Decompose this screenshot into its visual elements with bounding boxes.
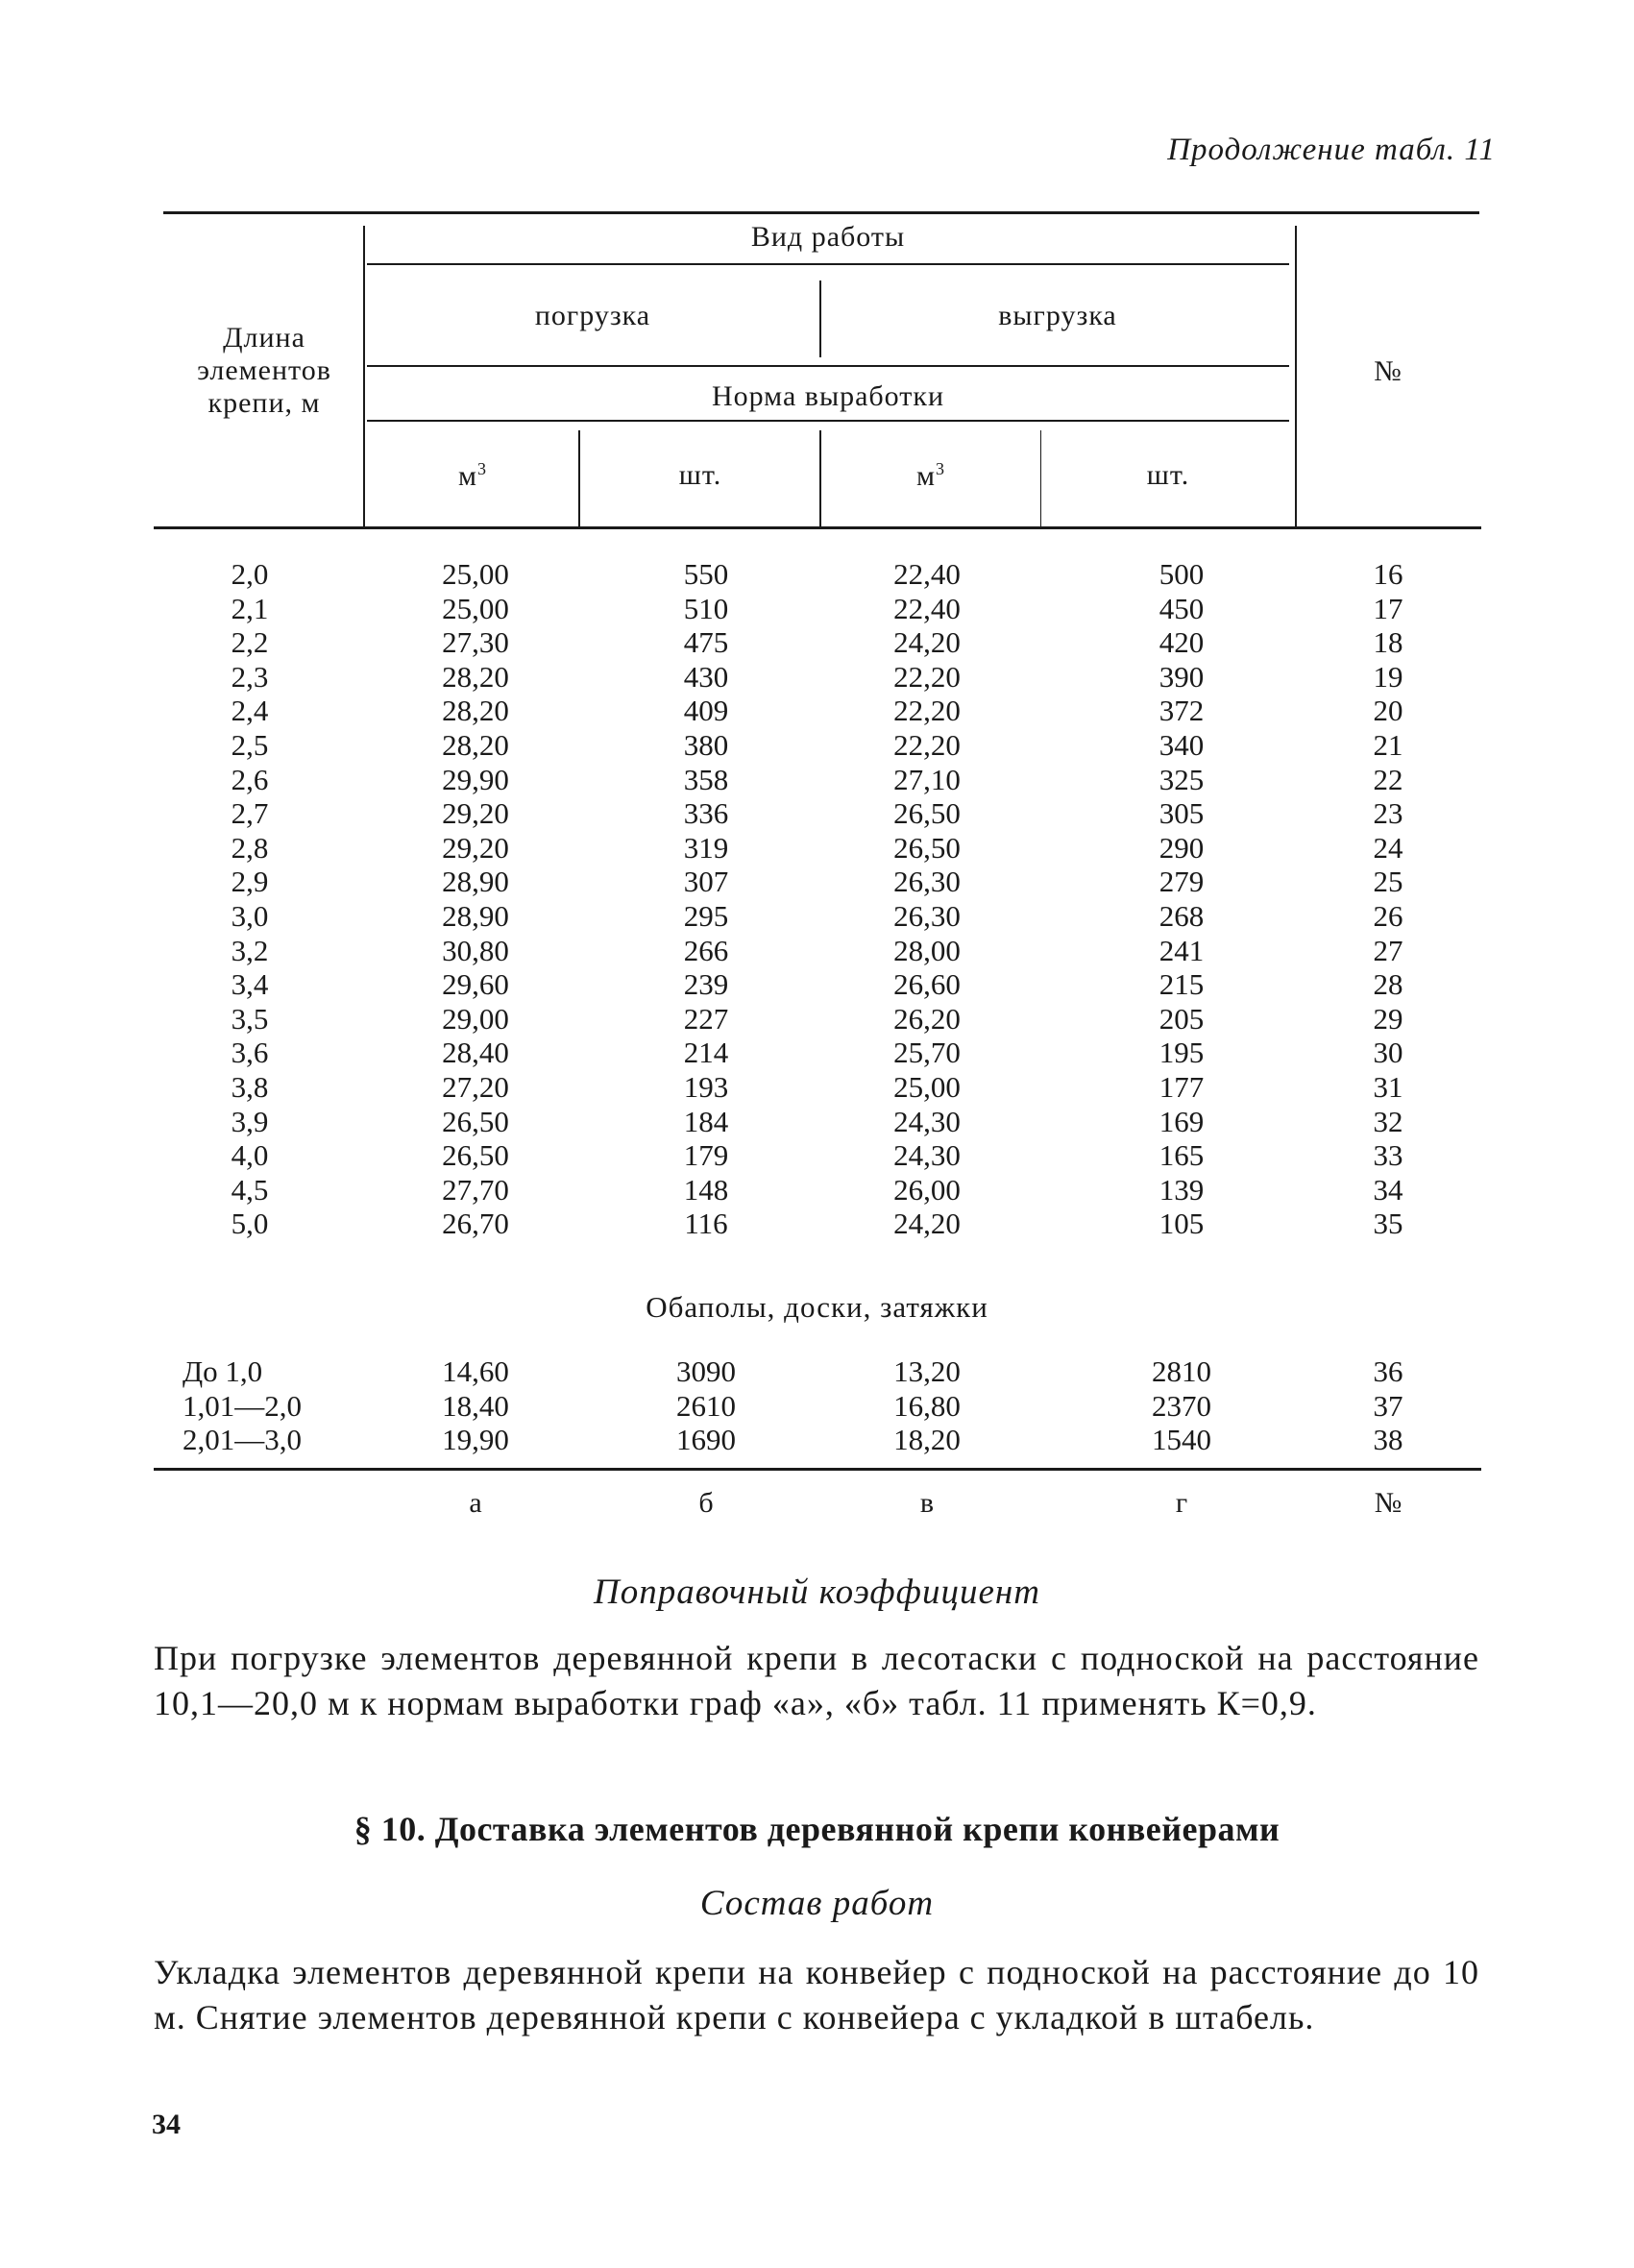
column-number-cell: 16 <box>1373 557 1403 591</box>
header-norm: Норма выработки <box>711 380 945 412</box>
column-length-cell: 2,6 <box>231 762 269 796</box>
column-unload-pcs-cell: 372 <box>1158 694 1205 728</box>
column-number-cell: 22 <box>1373 762 1403 796</box>
column-unload-m3-cell: 26,50 <box>893 830 961 865</box>
column-load-m3-cell: 29,20 <box>442 796 509 831</box>
column-load-pcs <box>644 557 768 1241</box>
column-load-pcs-cell: 307 <box>683 865 729 899</box>
header-work-type: Вид работы <box>750 221 906 253</box>
column-load-pcs-cell: 295 <box>683 898 729 933</box>
column-unload-m3-cell: 26,50 <box>893 796 961 831</box>
column-unload-m3-cell: 22,20 <box>893 659 961 694</box>
column-load-pcs-cell: 148 <box>683 1172 729 1207</box>
column-load-pcs-cell: 116 <box>684 1207 728 1241</box>
column-load-m3-cell: 28,20 <box>442 694 509 728</box>
header-load-m3: $м^3$ <box>458 459 487 492</box>
table-bottom-rule <box>154 1468 1481 1471</box>
sub-column-length-cell: 2,01—3,0 <box>183 1423 302 1457</box>
column-length-cell: 5,0 <box>231 1207 269 1241</box>
column-load-pcs-cell: 179 <box>683 1138 729 1173</box>
column-length-cell: 2,7 <box>231 796 269 831</box>
column-unload-pcs-cell: 500 <box>1158 557 1205 591</box>
column-unload-pcs-cell: 139 <box>1158 1172 1205 1207</box>
sub-column-load-pcs-cell: 1690 <box>676 1423 736 1457</box>
sub-column-load-pcs-cell: 2610 <box>676 1388 736 1423</box>
column-unload-m3-cell: 24,30 <box>893 1104 961 1138</box>
table-section-caption: Обаполы, доски, затяжки <box>646 1290 988 1324</box>
sub-column-unload-pcs <box>1124 1354 1239 1457</box>
column-unload-pcs-cell: 279 <box>1158 865 1205 899</box>
header-length: Длина элементов крепи, м <box>197 322 331 419</box>
column-load-m3-cell: 29,00 <box>442 1001 509 1036</box>
column-length-cell: 3,5 <box>231 1001 269 1036</box>
column-number-cell: 17 <box>1373 591 1403 625</box>
rule-under-operations <box>367 365 1289 367</box>
vrule-operations <box>819 280 821 357</box>
column-length-cell: 2,4 <box>231 694 269 728</box>
column-length-cell: 2,3 <box>231 659 269 694</box>
rule-under-norm <box>367 420 1289 422</box>
column-unload-m3-cell: 25,00 <box>893 1069 961 1104</box>
column-number-cell: 30 <box>1373 1036 1403 1070</box>
sub-column-unload-m3-cell: 13,20 <box>893 1354 961 1388</box>
header-number: № <box>1374 355 1402 387</box>
sub-column-number <box>1345 1354 1431 1457</box>
column-number-cell: 25 <box>1373 865 1403 899</box>
table-header-bottom-rule <box>154 526 1481 529</box>
correction-text: При погрузке элементов деревянной крепи в лесотаски с подноской на расстояние 10,1—20,0 м к нормам выработки граф «а», «б» табл. 11 применять К=0,9. <box>154 1639 1479 1722</box>
column-number-cell: 21 <box>1373 727 1403 762</box>
column-unload-pcs-cell: 268 <box>1158 898 1205 933</box>
section-subtitle: Состав работ <box>699 1884 935 1923</box>
column-load-m3-cell: 26,50 <box>442 1138 509 1173</box>
header-loading: погрузка <box>534 300 651 331</box>
column-number-cell: 35 <box>1373 1207 1403 1241</box>
column-load-m3-cell: 26,50 <box>442 1104 509 1138</box>
column-unload-pcs-cell: 177 <box>1158 1069 1205 1104</box>
column-number-cell: 27 <box>1373 933 1403 967</box>
column-load-pcs-cell: 380 <box>683 727 729 762</box>
column-unload-m3-cell: 22,20 <box>893 727 961 762</box>
graph-label-a: а <box>469 1487 482 1519</box>
column-load-m3-cell: 28,90 <box>442 898 509 933</box>
column-number-cell: 24 <box>1373 830 1403 865</box>
column-load-pcs-cell: 358 <box>683 762 729 796</box>
header-unload-pcs: шт. <box>1146 459 1190 491</box>
column-unload-pcs-cell: 325 <box>1158 762 1205 796</box>
sub-column-length-cell: 1,01—2,0 <box>183 1388 302 1423</box>
column-unload-pcs-cell: 305 <box>1158 796 1205 831</box>
column-load-pcs-cell: 475 <box>683 625 729 660</box>
column-unload-m3-cell: 24,20 <box>893 1207 961 1241</box>
header-unloading: выгрузка <box>998 300 1117 331</box>
column-unload-m3 <box>855 557 999 1241</box>
column-length-cell: 3,6 <box>231 1036 269 1070</box>
column-unload-pcs-cell: 169 <box>1158 1104 1205 1138</box>
column-number-cell: 32 <box>1373 1104 1403 1138</box>
column-unload-pcs <box>1124 557 1239 1241</box>
column-length-cell: 3,4 <box>231 967 269 1002</box>
sub-column-unload-pcs-cell: 2370 <box>1152 1388 1211 1423</box>
sub-column-length <box>183 1354 355 1457</box>
column-number-cell: 20 <box>1373 694 1403 728</box>
column-unload-pcs-cell: 195 <box>1158 1036 1205 1070</box>
column-unload-m3-cell: 25,70 <box>893 1036 961 1070</box>
graph-label-number: № <box>1374 1487 1402 1519</box>
column-number-cell: 31 <box>1373 1069 1403 1104</box>
column-load-m3-cell: 29,90 <box>442 762 509 796</box>
column-number-cell: 34 <box>1373 1172 1403 1207</box>
column-unload-m3-cell: 26,20 <box>893 1001 961 1036</box>
sub-column-number-cell: 36 <box>1373 1354 1403 1388</box>
column-load-m3-cell: 28,40 <box>442 1036 509 1070</box>
graph-label-v: в <box>919 1487 935 1519</box>
column-load-m3-cell: 28,20 <box>442 727 509 762</box>
column-unload-m3-cell: 24,30 <box>893 1138 961 1173</box>
sub-column-unload-pcs-cell: 2810 <box>1152 1354 1211 1388</box>
column-load-pcs-cell: 239 <box>683 967 729 1002</box>
column-unload-pcs-cell: 105 <box>1158 1207 1205 1241</box>
column-load-m3-cell: 27,30 <box>442 625 509 660</box>
column-length-cell: 2,1 <box>231 591 269 625</box>
column-unload-m3-cell: 26,00 <box>893 1172 961 1207</box>
column-load-m3-cell: 28,90 <box>442 865 509 899</box>
column-load-m3-cell: 25,00 <box>442 591 509 625</box>
column-length-cell: 2,9 <box>231 865 269 899</box>
header-unload-m3: $м^3$ <box>916 459 945 492</box>
column-load-m3-cell: 30,80 <box>442 933 509 967</box>
column-load-pcs-cell: 227 <box>683 1001 729 1036</box>
column-unload-m3-cell: 26,30 <box>893 865 961 899</box>
column-unload-m3-cell: 27,10 <box>893 762 961 796</box>
column-load-pcs-cell: 409 <box>683 694 729 728</box>
sub-column-load-m3 <box>403 1354 548 1457</box>
column-load-m3-cell: 27,20 <box>442 1069 509 1104</box>
table-continuation-label: Продолжение табл. 11 <box>1167 133 1496 167</box>
column-number <box>1345 557 1431 1241</box>
table-top-rule <box>163 211 1479 214</box>
correction-title: Поправочный коэффициент <box>594 1573 1040 1612</box>
column-unload-m3-cell: 24,20 <box>893 625 961 660</box>
column-number-cell: 28 <box>1373 967 1403 1002</box>
column-length-cell: 2,2 <box>231 625 269 660</box>
column-number-cell: 26 <box>1373 898 1403 933</box>
column-number-cell: 29 <box>1373 1001 1403 1036</box>
sub-column-number-cell: 37 <box>1373 1388 1403 1423</box>
column-number-cell: 23 <box>1373 796 1403 831</box>
column-unload-pcs-cell: 165 <box>1158 1138 1205 1173</box>
column-length-cell: 3,0 <box>231 898 269 933</box>
graph-label-b: б <box>698 1487 714 1519</box>
column-load-m3-cell: 26,70 <box>442 1207 509 1241</box>
page-number: 34 <box>152 2109 181 2140</box>
column-load-m3-cell: 27,70 <box>442 1172 509 1207</box>
column-unload-m3-cell: 22,20 <box>893 694 961 728</box>
column-unload-m3-cell: 22,40 <box>893 557 961 591</box>
sub-column-unload-m3 <box>855 1354 999 1457</box>
column-load-m3 <box>403 557 548 1241</box>
rule-under-work-type <box>367 263 1289 265</box>
column-length-cell: 2,5 <box>231 727 269 762</box>
column-unload-pcs-cell: 241 <box>1158 933 1205 967</box>
sub-column-unload-pcs-cell: 1540 <box>1152 1423 1211 1457</box>
column-load-pcs-cell: 266 <box>683 933 729 967</box>
column-load-pcs-cell: 184 <box>683 1104 729 1138</box>
column-unload-pcs-cell: 205 <box>1158 1001 1205 1036</box>
column-load-pcs-cell: 193 <box>683 1069 729 1104</box>
section-heading: § 10. Доставка элементов деревянной крепи конвейерами <box>354 1810 1280 1848</box>
sub-column-load-pcs-cell: 3090 <box>676 1354 736 1388</box>
column-load-pcs-cell: 336 <box>683 796 729 831</box>
column-unload-m3-cell: 22,40 <box>893 591 961 625</box>
column-unload-m3-cell: 26,60 <box>893 967 961 1002</box>
column-load-m3-cell: 29,20 <box>442 830 509 865</box>
column-load-m3-cell: 28,20 <box>442 659 509 694</box>
column-length-cell: 3,9 <box>231 1104 269 1138</box>
sub-column-load-pcs <box>644 1354 768 1457</box>
column-length-cell: 4,0 <box>231 1138 269 1173</box>
sub-column-number-cell: 38 <box>1373 1423 1403 1457</box>
column-load-pcs-cell: 430 <box>683 659 729 694</box>
column-number-cell: 33 <box>1373 1138 1403 1173</box>
column-unload-pcs-cell: 390 <box>1158 659 1205 694</box>
column-unload-pcs-cell: 290 <box>1158 830 1205 865</box>
column-number-cell: 19 <box>1373 659 1403 694</box>
sub-column-load-m3-cell: 14,60 <box>442 1354 509 1388</box>
column-length <box>183 557 317 1241</box>
column-unload-pcs-cell: 215 <box>1158 967 1205 1002</box>
column-length-cell: 3,2 <box>231 933 269 967</box>
header-load-pcs: шт. <box>678 459 722 491</box>
column-unload-pcs-cell: 340 <box>1158 727 1205 762</box>
sub-column-unload-m3-cell: 18,20 <box>893 1423 961 1457</box>
column-load-pcs-cell: 319 <box>683 830 729 865</box>
column-load-pcs-cell: 214 <box>683 1036 729 1070</box>
column-load-m3-cell: 25,00 <box>442 557 509 591</box>
column-unload-pcs-cell: 420 <box>1158 625 1205 660</box>
sub-column-length-cell: До 1,0 <box>183 1354 263 1388</box>
sub-column-load-m3-cell: 18,40 <box>442 1388 509 1423</box>
vrule-length <box>363 226 365 526</box>
column-unload-pcs-cell: 450 <box>1158 591 1205 625</box>
graph-label-g: г <box>1175 1487 1188 1519</box>
column-length-cell: 2,8 <box>231 830 269 865</box>
column-load-pcs-cell: 550 <box>683 557 729 591</box>
sub-column-load-m3-cell: 19,90 <box>442 1423 509 1457</box>
section-text: Укладка элементов деревянной крепи на конвейер с подноской на расстояние до 10 м. Снятие элементов деревянной крепи с конвейера с укладкой в штабель. <box>154 1953 1479 2036</box>
sub-column-unload-m3-cell: 16,80 <box>893 1388 961 1423</box>
column-length-cell: 3,8 <box>231 1069 269 1104</box>
column-number-cell: 18 <box>1373 625 1403 660</box>
column-length-cell: 2,0 <box>231 557 269 591</box>
column-unload-m3-cell: 26,30 <box>893 898 961 933</box>
column-unload-m3-cell: 28,00 <box>893 933 961 967</box>
column-length-cell: 4,5 <box>231 1172 269 1207</box>
column-load-m3-cell: 29,60 <box>442 967 509 1002</box>
column-load-pcs-cell: 510 <box>683 591 729 625</box>
